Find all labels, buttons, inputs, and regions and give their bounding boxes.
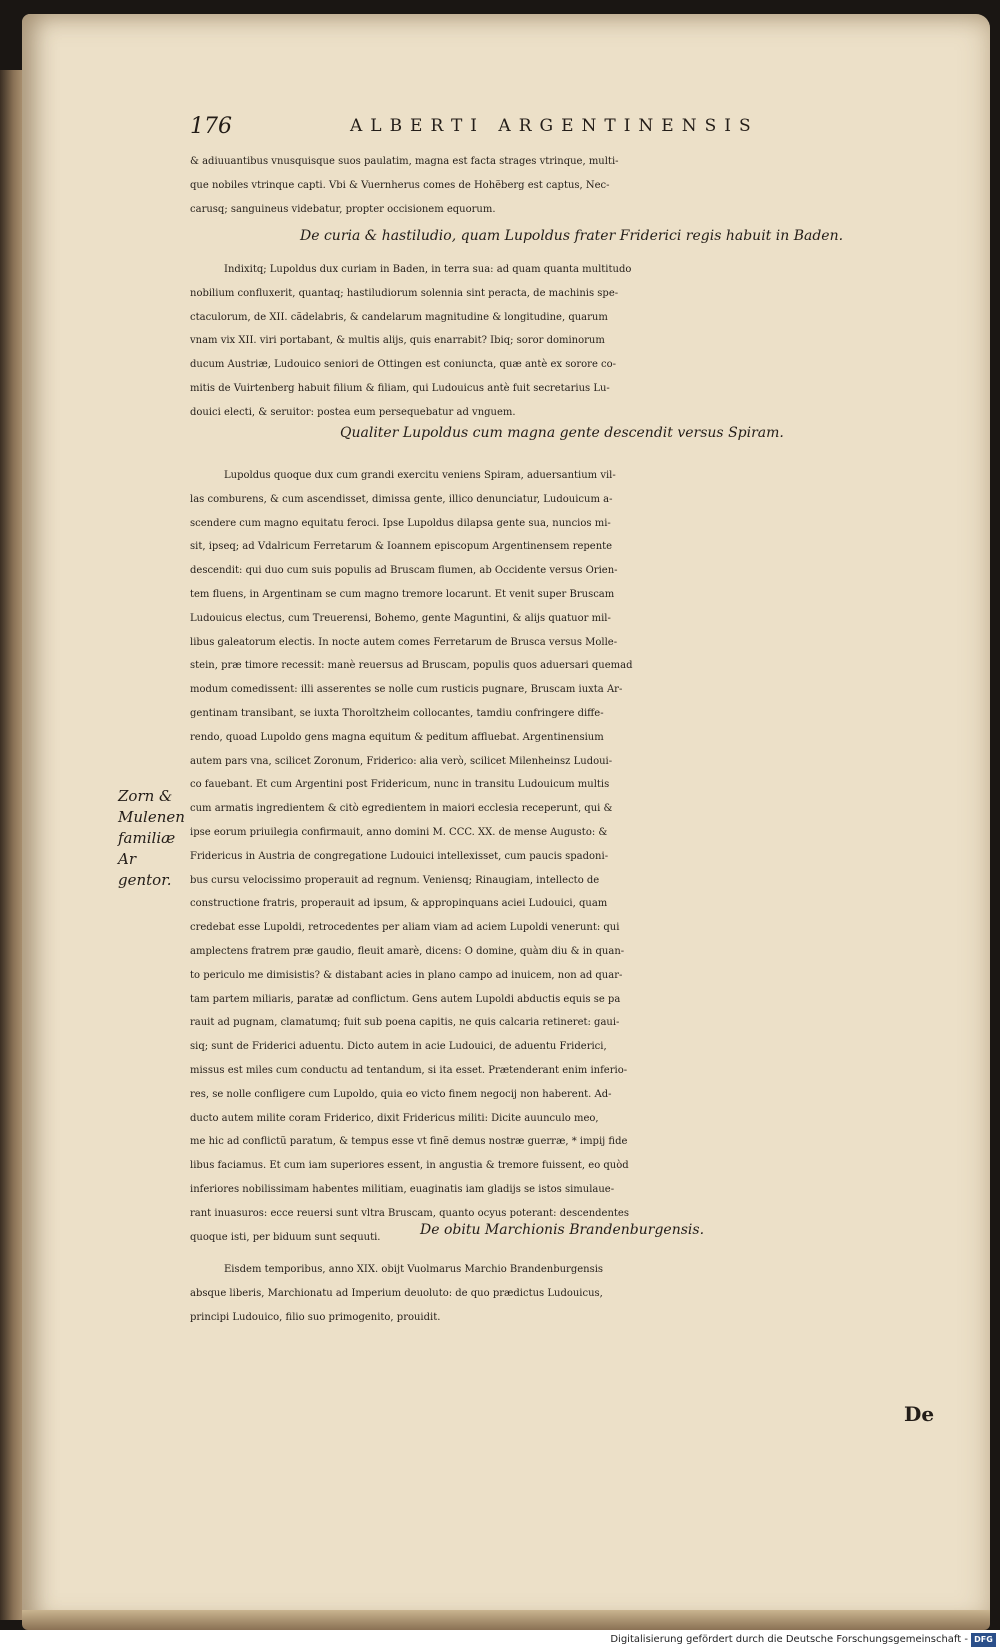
text-line: mitis de Vuirtenberg habuit filium & filiam, qui Ludouicus antè fuit secretarius Lu- (190, 382, 610, 394)
margin-note (118, 786, 196, 891)
text-line: bus cursu velocissimo properauit ad regnum. Veniensq; Rinaugiam, intellecto de (190, 874, 600, 886)
text-line: descendit: qui duo cum suis populis ad Bruscam flumen, ab Occidente versus Orien- (190, 565, 618, 577)
text-line: que nobiles vtrinque capti. Vbi & Vuernherus comes de Hohẽberg est captus, Nec- (190, 179, 610, 191)
text-line: libus faciamus. Et cum iam superiores essent, in angustia & tremore fuissent, eo quòd (190, 1160, 629, 1172)
margin-note-line: Zorn & (118, 787, 173, 805)
text-line: ipse eorum priuilegia confirmauit, anno domini M. CCC. XX. de mense Augusto: & (190, 826, 608, 838)
section-heading: De obitu Marchionis Brandenburgensis. (420, 1222, 705, 1238)
text-line: modum comedissent: illi asserentes se nolle cum rusticis pugnare, Bruscam iuxta Ar- (190, 684, 623, 696)
text-line: inferiores nobilissimam habentes militiam, euaginatis iam gladijs se istos simulaue- (190, 1183, 615, 1195)
text-line: credebat esse Lupoldi, retrocedentes per aliam viam ad aciem Lupoldi venerunt: qui (190, 922, 620, 934)
text-line: ducum Austriæ, Ludouico seniori de Ottingen est coniuncta, quæ antè ex sorore co- (190, 359, 617, 371)
text-line: carusq; sanguineus videbatur, propter occisionem equorum. (190, 203, 496, 215)
text-line: res, se nolle confligere cum Lupoldo, quia eo victo finem negocij non haberent. Ad- (190, 1088, 612, 1100)
text-line: Indixitq; Lupoldus dux curiam in Baden, in terra sua: ad quam quanta multitudo (224, 264, 632, 275)
text-line: siq; sunt de Friderici aduentu. Dicto autem in acie Ludouici, de aduentu Friderici, (190, 1041, 607, 1053)
text-block (190, 464, 930, 1249)
text-block (190, 1258, 930, 1329)
running-head: ALBERTI ARGENTINENSIS (350, 116, 759, 136)
text-line: principi Ludouico, filio suo primogenito, prouidit. (190, 1311, 441, 1323)
margin-note-line: Mulenen (118, 808, 185, 826)
text-line: rendo, quoad Lupoldo gens magna equitum & peditum affluebat. Argentinensium (190, 731, 604, 743)
text-line: Eisdem temporibus, anno XIX. obijt Vuolmarus Marchio Brandenburgensis (224, 1264, 604, 1275)
text-line: ctaculorum, de XII. cãdelabris, & candelarum magnitudine & longitudine, quarum (190, 311, 608, 323)
footer-credit: Digitalisierung gefördert durch die Deutsche Forschungsgemeinschaft - (610, 1634, 968, 1645)
text-line: & adiuuantibus vnusquisque suos paulatim, magna est facta strages vtrinque, multi- (190, 156, 619, 167)
text-block (190, 150, 930, 221)
text-line: rauit ad pugnam, clamatumq; fuit sub poena capitis, ne quis calcaria retineret: gaui- (190, 1017, 620, 1029)
text-line: me hic ad conflictũ paratum, & tempus esse vt finẽ demus nostræ guerræ, * impij fide (190, 1136, 628, 1148)
margin-note-line: gentor. (118, 871, 172, 889)
text-line: douici electi, & seruitor: postea eum persequebatur ad vnguem. (190, 406, 516, 418)
text-line: scendere cum magno equitatu feroci. Ipse Lupoldus dilapsa gente sua, nuncios mi- (190, 517, 611, 529)
text-line: las comburens, & cum ascendisset, dimissa gente, illico denunciatur, Ludouicum a- (190, 493, 613, 505)
text-line: gentinam transibant, se iuxta Thoroltzheim collocantes, tamdiu confringere diffe- (190, 707, 604, 719)
text-block (190, 258, 930, 425)
section-heading: De curia & hastiludio, quam Lupoldus frater Friderici regis habuit in Baden. (300, 228, 844, 244)
text-line: sit, ipseq; ad Vdalricum Ferretarum & Ioannem episcopum Argentinensem repente (190, 541, 613, 553)
page-number: 176 (190, 114, 232, 139)
text-line: cum armatis ingredientem & citò egredientem in maiori ecclesia receperunt, qui & (190, 803, 613, 815)
section-heading: Qualiter Lupoldus cum magna gente descendit versus Spiram. (340, 425, 784, 441)
text-line: rant inuasuros: ecce reuersi sunt vltra Bruscam, quanto ocyus poterant: descendentes (190, 1207, 629, 1219)
text-line: to periculo me dimisistis? & distabant acies in plano campo ad inuicem, non ad quar- (190, 969, 623, 981)
text-line: quoque isti, per biduum sunt sequuti. (190, 1231, 381, 1243)
text-line: Ludouicus electus, cum Treuerensi, Bohemo, gente Maguntini, & alijs quatuor mil- (190, 612, 611, 624)
text-line: ducto autem milite coram Friderico, dixit Fridericus militi: Dicite auunculo meo, (190, 1112, 599, 1124)
text-line: missus est miles cum conductu ad tentandum, si ita esset. Prætenderant enim inferio- (190, 1064, 628, 1076)
text-line: Fridericus in Austria de congregatione Ludouici intellexisset, cum paucis spadoni- (190, 850, 609, 862)
dfg-logo: DFG (971, 1633, 996, 1647)
text-line: libus galeatorum electis. In nocte autem comes Ferretarum de Brusca versus Molle- (190, 636, 618, 648)
text-line: stein, præ timore recessit: manè reuersus ad Bruscam, populis quos aduersari quemad (190, 660, 633, 672)
text-line: Lupoldus quoque dux cum grandi exercitu veniens Spiram, aduersantium vil- (224, 470, 616, 481)
text-line: tam partem miliaris, paratæ ad conflictum. Gens autem Lupoldi abductis equis se pa (190, 993, 621, 1005)
footer-bar (0, 1630, 1000, 1651)
text-line: absque liberis, Marchionatu ad Imperium deuoluto: de quo prædictus Ludouicus, (190, 1287, 603, 1299)
page-header (190, 114, 940, 144)
text-line: tem fluens, in Argentinam se cum magno tremore locarunt. Et venit super Bruscam (190, 588, 615, 600)
text-line: constructione fratris, properauit ad ipsum, & appropinquans aciei Ludouici, quam (190, 898, 608, 910)
text-line: amplectens fratrem præ gaudio, fleuit amarè, dicens: O domine, quàm diu & in quan- (190, 945, 625, 957)
catchword: De (904, 1402, 935, 1426)
page-edge (22, 1610, 990, 1630)
margin-note-line: familiæ Ar (118, 829, 176, 868)
text-line: autem pars vna, scilicet Zoronum, Friderico: alia verò, scilicet Milenheinsz Ludoui- (190, 755, 613, 767)
text-line: co fauebant. Et cum Argentini post Fridericum, nunc in transitu Ludouicum multis (190, 779, 610, 791)
text-line: vnam vix XII. viri portabant, & multis alijs, quis enarrabit? Ibiq; soror dominorum (190, 335, 605, 347)
text-line: nobilium confluxerit, quantaq; hastiludiorum solennia sint peracta, de machinis spe- (190, 287, 619, 299)
